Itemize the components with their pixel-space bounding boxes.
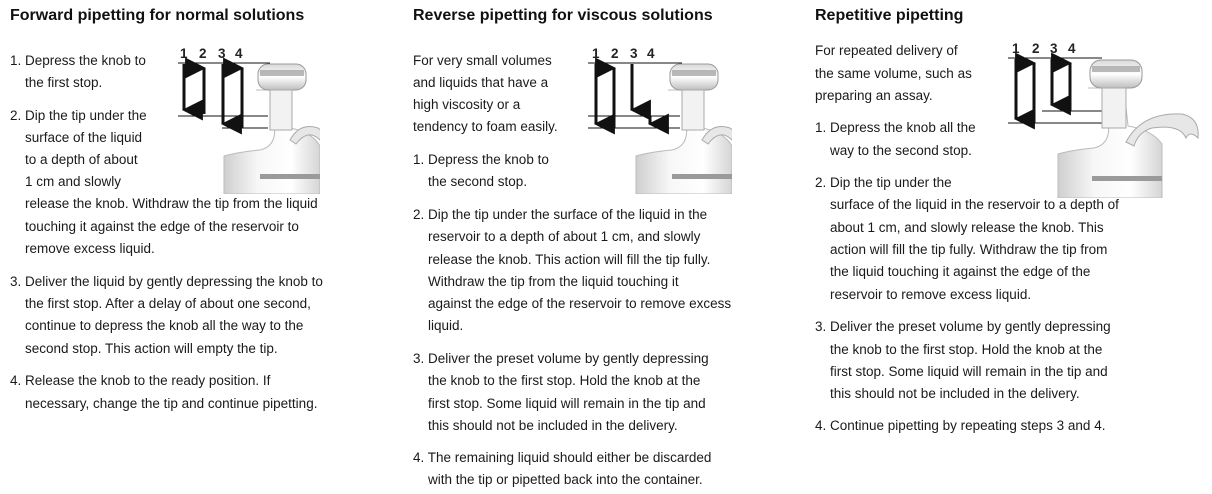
forward-pipetting-diagram (172, 44, 320, 194)
repetitive-pipetting-section (806, 0, 1212, 494)
repetitive-line: action will fill the tip fully. Withdraw the tip from (830, 242, 1108, 257)
repetitive-line: 2. Dip the tip under the (815, 175, 952, 190)
reverse-line: reservoir to a depth of about 1 cm, and slowly (428, 229, 701, 244)
stop-number-4: 4 (647, 46, 655, 61)
reverse-line: release the knob. This action will fill the tip fully. (428, 252, 711, 267)
stop-number-2: 2 (1032, 41, 1040, 56)
forward-line: 3. Deliver the liquid by gently depressing the knob to (10, 274, 323, 289)
repetitive-line: the same volume, such as (815, 66, 972, 81)
repetitive-line: first stop. Some liquid will remain in the tip and (830, 364, 1108, 379)
reverse-line: 4. The remaining liquid should either be discarded (413, 450, 712, 465)
reverse-line: 1. Depress the knob to (413, 152, 549, 167)
stop-number-2: 2 (199, 46, 207, 61)
reverse-line: with the tip or pipetted back into the container. (428, 472, 703, 487)
reverse-line: against the edge of the reservoir to remove excess (428, 296, 732, 311)
reverse-pipetting-title: Reverse pipetting for viscous solutions (413, 7, 713, 24)
reverse-pipetting-diagram (584, 44, 732, 194)
forward-line: 4. Release the knob to the ready position. If (10, 373, 271, 388)
repetitive-line: preparing an assay. (815, 88, 933, 103)
reverse-line: high viscosity or a (413, 97, 521, 112)
repetitive-line: way to the second stop. (830, 143, 972, 158)
forward-line: the first stop. (25, 75, 103, 90)
repetitive-line: this should not be included in the delivery. (830, 386, 1080, 401)
repetitive-line: about 1 cm, and slowly release the knob. This (830, 220, 1104, 235)
reverse-line: the second stop. (428, 174, 528, 189)
forward-line: surface of the liquid (25, 130, 143, 145)
forward-line: remove excess liquid. (25, 241, 155, 256)
reverse-line: the knob to the first stop. Hold the knob at the (428, 373, 701, 388)
reverse-pipetting-section (404, 0, 804, 494)
stop-number-1: 1 (180, 46, 188, 61)
reverse-line: Withdraw the tip from the liquid touching it (428, 274, 679, 289)
pipette-illustration-icon (636, 64, 732, 194)
forward-line: 2. Dip the tip under the (10, 108, 147, 123)
stop-numbers (180, 46, 243, 61)
forward-line: 1. Depress the knob to (10, 53, 146, 68)
pipette-illustration-icon (224, 64, 320, 194)
reverse-line: liquid. (428, 318, 464, 333)
reverse-line: For very small volumes (413, 53, 552, 68)
stop-number-3: 3 (218, 46, 226, 61)
stop-number-2: 2 (611, 46, 619, 61)
stop-number-4: 4 (1068, 41, 1076, 56)
repetitive-line: 4. Continue pipetting by repeating steps 3 and 4. (815, 418, 1106, 433)
repetitive-pipetting-title: Repetitive pipetting (815, 7, 964, 24)
forward-line: continue to depress the knob all the way to the (25, 318, 304, 333)
stop-numbers (592, 46, 655, 61)
pipette-illustration-icon (1058, 60, 1198, 198)
forward-pipetting-section (0, 0, 400, 494)
reverse-line: and liquids that have a (413, 75, 549, 90)
repetitive-line: 1. Depress the knob all the (815, 120, 976, 135)
forward-line: second stop. This action will empty the tip. (25, 341, 278, 356)
forward-line: release the knob. Withdraw the tip from the liquid (25, 196, 318, 211)
repetitive-line: 3. Deliver the preset volume by gently depressing (815, 319, 1111, 334)
reverse-line: 2. Dip the tip under the surface of the liquid in the (413, 207, 708, 222)
repetitive-line: reservoir to remove excess liquid. (830, 287, 1032, 302)
forward-line: the first stop. After a delay of about one second, (25, 296, 311, 311)
reverse-line: 3. Deliver the preset volume by gently depressing (413, 351, 709, 366)
forward-line: 1 cm and slowly (25, 174, 122, 189)
stop-number-1: 1 (1012, 41, 1020, 56)
reverse-line: tendency to foam easily. (413, 119, 558, 134)
repetitive-line: surface of the liquid in the reservoir to a depth of (830, 197, 1119, 212)
repetitive-line: For repeated delivery of (815, 43, 958, 58)
stop-number-3: 3 (630, 46, 638, 61)
forward-line: touching it against the edge of the reservoir to (25, 219, 299, 234)
repetitive-line: the knob to the first stop. Hold the knob at the (830, 342, 1103, 357)
repetitive-pipetting-diagram (1002, 38, 1210, 198)
reverse-line: this should not be included in the delivery. (428, 418, 678, 433)
stop-number-1: 1 (592, 46, 600, 61)
stop-number-3: 3 (1050, 41, 1058, 56)
forward-pipetting-title: Forward pipetting for normal solutions (10, 7, 305, 24)
forward-line: necessary, change the tip and continue pipetting. (25, 396, 318, 411)
stop-numbers (1012, 41, 1076, 56)
reverse-line: first stop. Some liquid will remain in the tip and (428, 396, 706, 411)
stop-number-4: 4 (235, 46, 243, 61)
forward-line: to a depth of about (25, 152, 138, 167)
repetitive-line: the liquid touching it against the edge of the (830, 264, 1091, 279)
